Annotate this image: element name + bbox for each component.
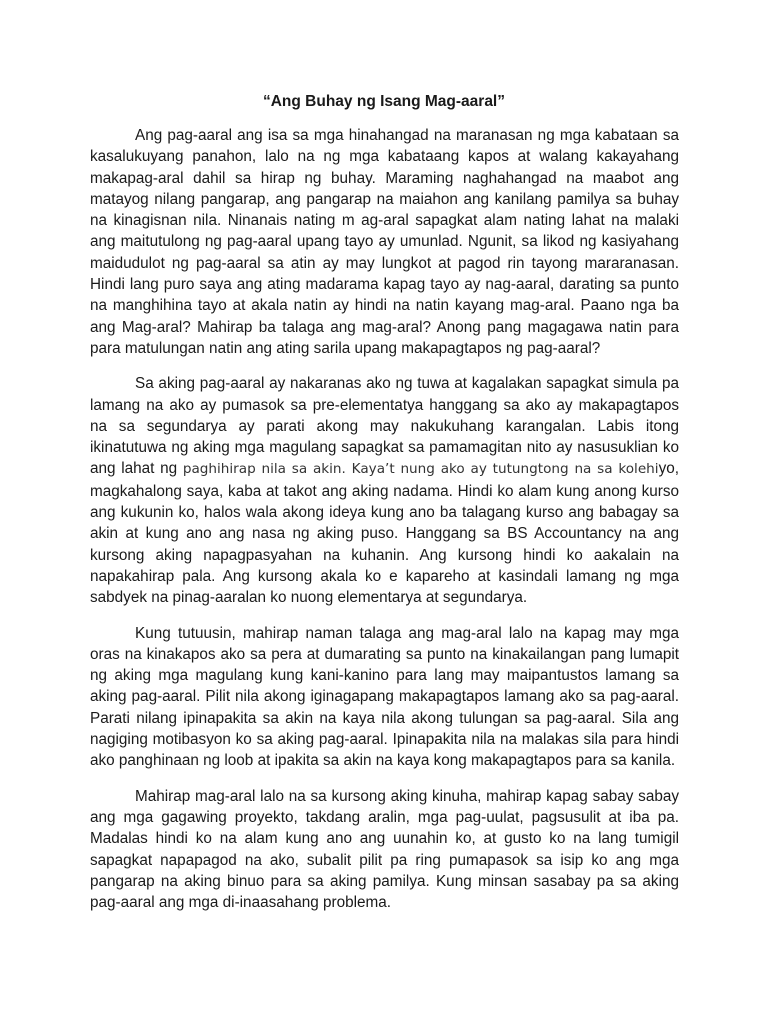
paragraph-2-pasted-text: paghihirap nila sa akin. Kaya’t nung ako ay tutungtong na sa kolehi (182, 461, 659, 478)
paragraph-1: Ang pag-aaral ang isa sa mga hinahangad na maranasan ng mga kabataan sa kasalukuyang panahon, lalo na ng mga kabataang kapos at walang kakayahang makapag-aral dahil sa hirap ng buhay. Maraming naghahangad na maabot ang matayog nilang pangarap, ang pangarap na maiahon ang kanilang pamilya sa buhay na kinagisnan nila. Ninanais nating m ag-aral sapagkat alam nating lahat na malaki ang maitutulong ng pag-aaral upang tayo ay umunlad. Ngunit, sa likod ng kasiyahang maidudulot ng pag-aaral sa atin ay may lungkot at pagod rin tayong mararanasan. Hindi lang puro saya ang ating madarama kapag tayo ay nag-aaral, darating sa punto na manghihina tayo at akala natin ay hindi na natin kayang mag-aral. Paano nga ba ang Mag-aral? Mahirap ba talaga ang mag-aral? Anong pang magagawa natin para para matulungan natin ang ating sarila upang makapagtapos ng pag-aaral? (90, 127, 679, 357)
paragraph-3: Kung tutuusin, mahirap naman talaga ang mag-aral lalo na kapag may mga oras na kinakapos ako sa pera at dumarating sa punto na kinakailangan pang lumapit ng aking mga magulang kung kani-kanino para lang may maipantustos lamang sa aking pag-aaral. Pilit nila akong iginagapang makapagtapos lamang ako sa pag-aaral. Parati nilang ipinapakita sa akin na kaya nila akong tulungan sa pag-aaral. Sila ang nagiging motibasyon ko sa aking pag-aaral. Ipinapakita nila na malakas sila para hindi ako panghinaan ng loob at ipakita sa akin na kaya kong makapagtapos para sa kanila. (90, 624, 679, 770)
document-body (90, 125, 679, 927)
paragraph-2-text-start: Sa aking pag-aaral ay nakaranas ako ng tuwa at kagalakan sapagkat simula pa lamang na ako ay pumasok sa pre-elementatya hanggang sa ako ay makapagtapos na sa segundarya ay parati akong may nakukuhang karangalan. Labis itong ikinatutuwa ng aking mga magulang sapagkat sa pamamagitan nito ay nasusuklian ko ang lahat ng (90, 375, 679, 478)
paragraph-2 (90, 373, 679, 608)
paragraph-2-text-end: yo, magkahalong saya, kaba at takot ang aking nadama. Hindi ko alam kung anong kurso ang kukunin ko, halos wala akong ideya kung ano ba talagang kurso ang babagay sa akin at kung ano ang nasa ng aking puso. Hanggang sa BS Accountancy na ang kursong aking napagpasyahan na kuhanin. Ang kursong hindi ko aakalain na napakahirap pala. Ang kursong akala ko e kapareho at kasindali lamang ng mga sabdyek na pinag-aaralan ko nuong elementarya at segundarya. (90, 460, 679, 607)
document-title: “Ang Buhay ng Isang Mag-aaral” (262, 93, 505, 110)
paragraph-4: Mahirap mag-aral lalo na sa kursong aking kinuha, mahirap kapag sabay sabay ang mga gagawing proyekto, takdang aralin, mga pag-uulat, pagsusulit at iba pa. Madalas hindi ko na alam kung ano ang uunahin ko, at gusto ko na lang tumigil sapagkat napapagod na ako, subalit pilit pa ring pumapasok sa isip ko ang mga pangarap na aking binuo para sa aking pamilya. Kung minsan sasabay pa sa aking pag-aaral ang mga di-inaasahang problema. (90, 787, 679, 912)
